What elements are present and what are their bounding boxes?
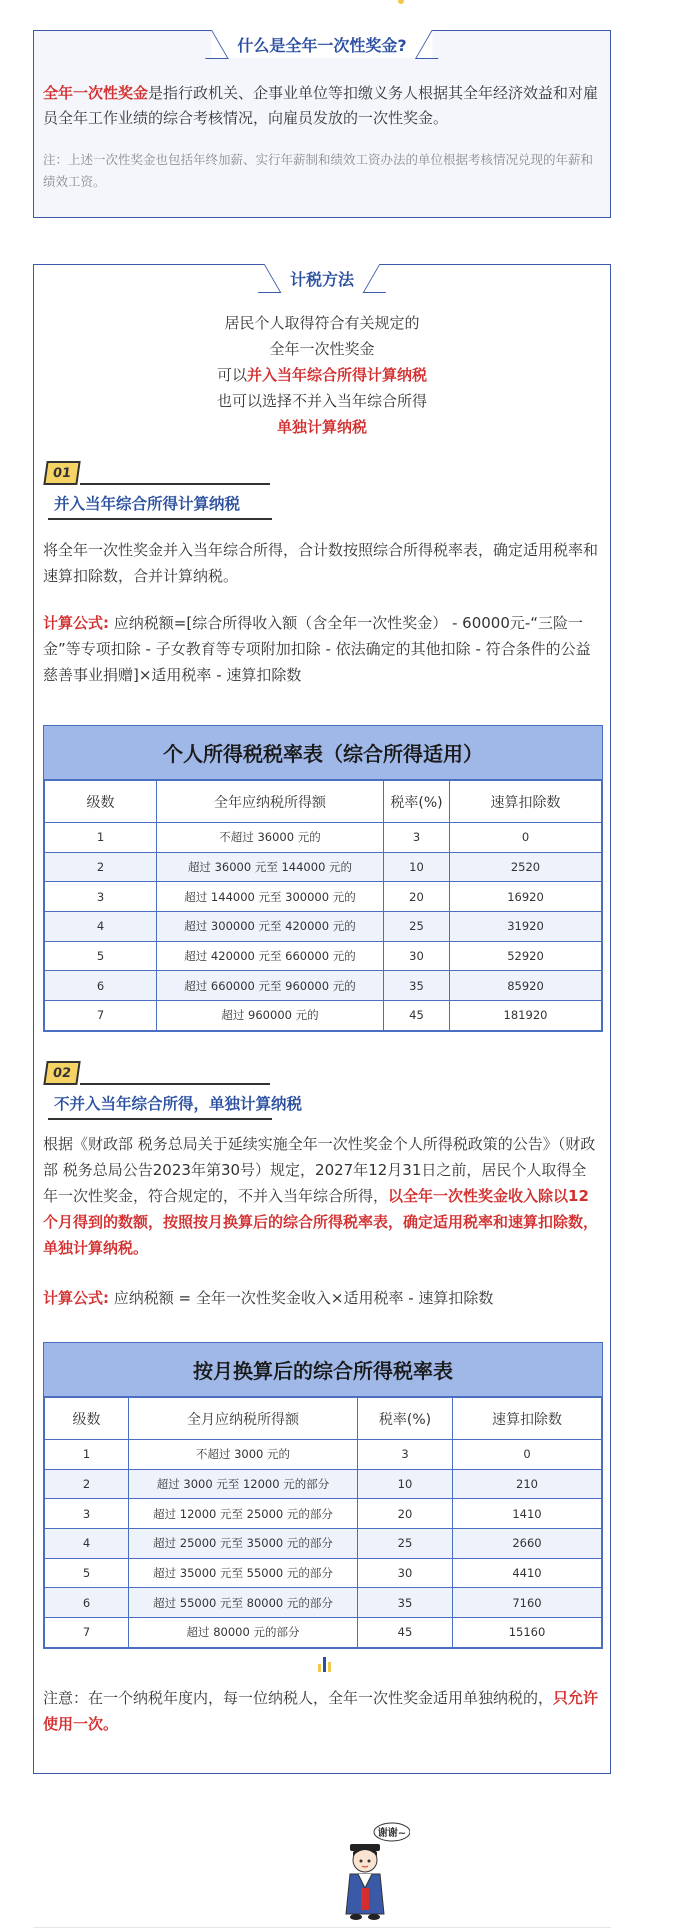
table-cell: 超过 960000 元的 [157,1001,384,1031]
table-cell: 181920 [450,1001,602,1031]
table-cell: 3 [384,823,450,853]
table-row [45,1618,602,1648]
table-header-row [45,1398,602,1440]
table-cell: 7160 [453,1588,602,1618]
method-2-badge: 02 [43,1061,80,1085]
intro-line-2: 全年一次性奖金 [269,340,375,358]
bar-chart-icon [318,1656,334,1672]
table-cell: 25 [384,912,450,942]
tax-rate-table-monthly-grid [44,1397,602,1648]
definition-term: 全年一次性奖金 [43,84,149,102]
tax-rate-table-annual-grid [44,780,602,1031]
intro-line-3-prefix: 可以 [216,366,247,384]
column-header: 速算扣除数 [450,781,602,823]
definition-paragraph [43,81,601,131]
method-1-heading [42,461,272,521]
table-cell: 31920 [450,912,602,942]
table-cell: 1 [45,823,157,853]
intro-line-4: 也可以选择不并入当年综合所得 [216,392,427,410]
table-cell: 45 [358,1618,453,1648]
table-cell: 超过 3000 元至 12000 元的部分 [129,1469,358,1499]
single-use-note-text: 注意：在一个纳税年度内，每一位纳税人，全年一次性奖金适用单独纳税的， [43,1689,554,1707]
table-header-row [45,781,602,823]
tax-rate-table-annual-title: 个人所得税税率表（综合所得适用） [44,726,602,780]
method-2-divider-bottom [48,1118,272,1120]
table-cell: 超过 144000 元至 300000 元的 [157,882,384,912]
page-bottom-divider [33,1927,611,1928]
column-header: 全年应纳税所得额 [157,781,384,823]
table-row [45,823,602,853]
table-cell: 超过 660000 元至 960000 元的 [157,971,384,1001]
table-row [45,882,602,912]
method-2-divider-top [80,1083,270,1085]
table-cell: 超过 420000 元至 660000 元的 [157,941,384,971]
table-cell: 5 [45,1558,129,1588]
table-cell: 超过 55000 元至 80000 元的部分 [129,1588,358,1618]
mascot-illustration [338,1822,410,1922]
table-cell: 15160 [453,1618,602,1648]
table-cell: 不超过 36000 元的 [157,823,384,853]
table-cell: 35 [358,1588,453,1618]
table-cell: 1 [45,1440,129,1470]
table-cell: 85920 [450,971,602,1001]
table-cell: 0 [450,823,602,853]
table-cell: 超过 12000 元至 25000 元的部分 [129,1499,358,1529]
table-cell: 2520 [450,852,602,882]
table-cell: 6 [45,1588,129,1618]
method-1-description: 将全年一次性奖金并入当年综合所得，合计数按照综合所得税率表，确定适用税率和速算扣除数，合并计算纳税。 [43,541,599,585]
table-cell: 5 [45,941,157,971]
method-2-description-text: 根据《财政部 税务总局关于延续实施全年一次性奖金个人所得税政策的公告》（财政部 税务总局公告2023年第30号）规定，2027年12月31日之前，居民个人取得全年一次性奖金，符合规定的，不并入当年综合所得， [43,1135,596,1205]
table-cell: 4 [45,912,157,942]
table-cell: 3 [45,882,157,912]
tax-rate-table-monthly [43,1342,603,1649]
single-use-note [43,1685,601,1737]
method-1-badge: 01 [43,461,80,485]
table-row [45,1588,602,1618]
intro-line-5: 单独计算纳税 [276,418,367,436]
table-row [45,941,602,971]
top-decoration [398,0,404,4]
tax-method-intro [34,310,610,440]
tax-rate-table-annual [43,725,603,1032]
intro-line-3 [34,362,610,388]
table-row [45,1440,602,1470]
table-row [45,852,602,882]
mascot-speech-bubble: 谢谢~ [377,1828,407,1839]
table-cell: 3 [45,1499,129,1529]
tax-method-card [33,264,611,1774]
table-cell: 1410 [453,1499,602,1529]
table-cell: 20 [358,1499,453,1529]
table-cell: 不超过 3000 元的 [129,1440,358,1470]
table-row [45,1001,602,1031]
table-cell: 超过 300000 元至 420000 元的 [157,912,384,942]
column-header: 税率(%) [358,1398,453,1440]
intro-line-1: 居民个人取得符合有关规定的 [224,314,420,332]
method-2-description [43,1131,601,1261]
table-cell: 52920 [450,941,602,971]
thank-you-mascot [338,1822,410,1922]
table-cell: 210 [453,1469,602,1499]
table-cell: 超过 25000 元至 35000 元的部分 [129,1529,358,1559]
method-2-formula [43,1285,601,1311]
table-cell: 35 [384,971,450,1001]
method-2-description-highlight: 以全年一次性奖金收入除以12个月得到的数额，按照按月换算后的综合所得税率表，确定适用税率和速算扣除数，单独计算纳税。 [43,1187,599,1257]
method-2-formula-text: 应纳税额 = 全年一次性奖金收入×适用税率 - 速算扣除数 [113,1289,494,1307]
column-header: 级数 [45,781,157,823]
table-cell: 超过 35000 元至 55000 元的部分 [129,1558,358,1588]
table-row [45,1529,602,1559]
method-1-divider-bottom [48,518,272,520]
table-cell: 3 [358,1440,453,1470]
column-header: 速算扣除数 [453,1398,602,1440]
method-1-formula-label: 计算公式: [43,614,109,632]
tax-rate-table-monthly-title: 按月换算后的综合所得税率表 [44,1343,602,1397]
table-cell: 0 [453,1440,602,1470]
table-row [45,971,602,1001]
table-cell: 2660 [453,1529,602,1559]
method-1-formula [43,610,601,688]
table-row [45,1558,602,1588]
tax-method-card-title: 计税方法 [264,264,380,292]
method-2-heading [42,1061,303,1121]
table-cell: 16920 [450,882,602,912]
method-2-title: 不并入当年综合所得，单独计算纳税 [54,1095,303,1113]
table-row [45,1499,602,1529]
method-1-title: 并入当年综合所得计算纳税 [54,495,241,513]
table-cell: 6 [45,971,157,1001]
table-cell: 10 [358,1469,453,1499]
definition-card [33,30,611,218]
definition-note: 注：上述一次性奖金也包括年终加薪、实行年薪制和绩效工资办法的单位根据考核情况兑现的年薪和绩效工资。 [43,152,594,189]
table-cell: 25 [358,1529,453,1559]
method-1-formula-text: 应纳税额=[综合所得收入额（含全年一次性奖金） - 60000元-“三险一金”等专项扣除 - 子女教育等专项附加扣除 - 依法确定的其他扣除 - 符合条件的公益慈善事业捐赠]×适用税率 - 速算扣除数 [43,614,591,684]
table-cell: 2 [45,852,157,882]
table-cell: 30 [384,941,450,971]
table-cell: 4 [45,1529,129,1559]
method-1-divider-top [80,483,270,485]
method-2-formula-label: 计算公式: [43,1289,109,1307]
table-cell: 10 [384,852,450,882]
table-row [45,912,602,942]
column-header: 级数 [45,1398,129,1440]
table-cell: 超过 80000 元的部分 [129,1618,358,1648]
definition-text: 是指行政机关、企事业单位等扣缴义务人根据其全年经济效益和对雇员全年工作业绩的综合考核情况，向雇员发放的一次性奖金。 [43,84,599,127]
definition-card-title: 什么是全年一次性奖金? [211,30,432,58]
table-cell: 20 [384,882,450,912]
table-cell: 超过 36000 元至 144000 元的 [157,852,384,882]
intro-line-3-highlight: 并入当年综合所得计算纳税 [247,366,428,384]
single-use-note-highlight: 只允许使用一次。 [43,1689,599,1733]
table-cell: 2 [45,1469,129,1499]
column-header: 全月应纳税所得额 [129,1398,358,1440]
table-row [45,1469,602,1499]
table-cell: 4410 [453,1558,602,1588]
table-cell: 45 [384,1001,450,1031]
table-cell: 7 [45,1618,129,1648]
table-cell: 30 [358,1558,453,1588]
column-header: 税率(%) [384,781,450,823]
table-cell: 7 [45,1001,157,1031]
